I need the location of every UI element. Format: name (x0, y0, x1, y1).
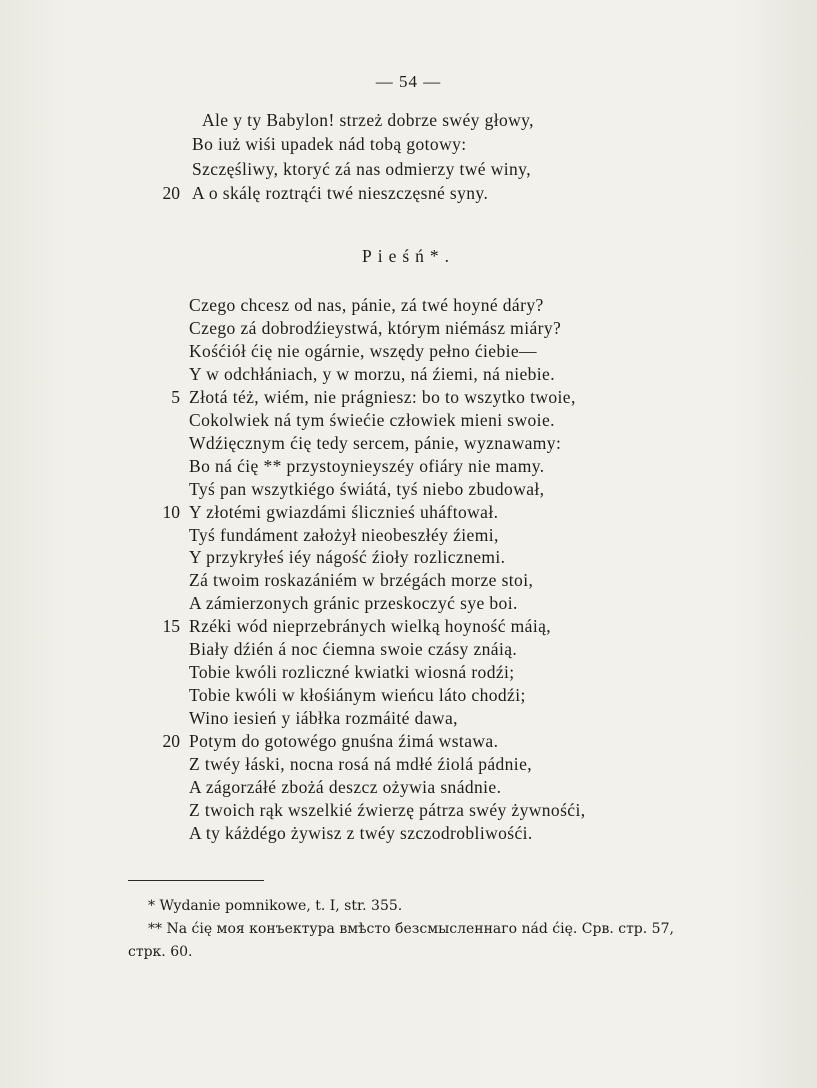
footnote-rule (128, 880, 264, 881)
poem-line: Y w odchłániach, y w morzu, ná źiemi, ná niebie. (189, 363, 556, 384)
poem-line: Tobie kwóli rozliczné kwiatki wiosná rodźi; (189, 662, 515, 683)
poem-line: Wdźięcznym ćię tedy sercem, pánie, wyznawamy: (189, 432, 562, 453)
line-number: 5 (171, 386, 180, 407)
line-number: 20 (162, 182, 180, 203)
footnote-2-line2: стрк. 60. (128, 944, 193, 960)
poem-title: Pieśń*. (361, 246, 456, 266)
poem-line: A zámierzonych gránic przeskoczyć sye boi. (189, 593, 518, 614)
line-number: 20 (162, 731, 180, 752)
line-number: 10 (162, 501, 180, 522)
poem-line: Tyś pan wszytkiégo świátá, tyś niebo zbudował, (189, 478, 545, 499)
page-number: — 54 — (375, 72, 442, 91)
poem-line: Y przykryłeś iéy nágość źioły rozlicznemi. (189, 547, 506, 568)
poem-line: Z twoich rąk wszelkié źwierzę pátrza swéy żywnośći, (189, 799, 586, 820)
poem-line: Potym do gotowégo gnuśna źimá wstawa. (189, 731, 499, 752)
poem-line: Zá twoim roskazániém w brzégách morze stoi, (189, 570, 534, 591)
poem-line: Bo iuż wiśi upadek nád tobą gotowy: (192, 134, 467, 155)
poem-line: Cokolwiek ná tym świećie człowiek mieni swoie. (189, 409, 555, 430)
poem-line: Z twéy łáski, nocna rosá ná mdłé źiolá pádnie, (189, 754, 533, 774)
poem-line: Tobie kwóli w kłośiánym wieńcu láto chodźi; (189, 685, 526, 706)
poem-line: A ty káżdégo żywisz z twéy szczodrobliwośći. (189, 822, 533, 843)
poem-line: Kośćiół ćię nie ogárnie, wszędy pełno ćiebie— (189, 340, 537, 361)
footnote-2-line1: ** Na ćię моя конъектура вмѣсто безсмысленнаго nád ćię. Срв. стр. 57, (148, 921, 674, 937)
poem-line: Ale y ty Babylon! strzeż dobrze swéy głowy, (202, 110, 534, 130)
line-number: 15 (162, 616, 180, 637)
poem-line: Wino iesień y iábłka rozmáité dawa, (189, 708, 458, 729)
poem-line: Złotá téż, wiém, nie prágniesz: bo to wszytko twoie, (189, 386, 576, 407)
poem-line: Y złotémi gwiazdámi ślicznieś uháftował. (189, 501, 499, 522)
poem-line: Czego zá dobrodźieystwá, którym niémász miáry? (189, 317, 562, 338)
poem-line: Szczęśliwy, ktoryć zá nas odmierzy twé winy, (192, 158, 531, 179)
poem-line: A o skálę roztrąći twé nieszczęsné syny. (192, 182, 489, 203)
poem-line: Rzéki wód nieprzebránych wielką hoyność máią, (189, 616, 552, 637)
footnote-1: * Wydanie pomnikowe, t. I, str. 355. (148, 898, 403, 914)
poem-line: Bo ná ćię ** przystoynieyszéy ofiáry nie mamy. (189, 455, 545, 476)
poem-line: Czego chcesz od nas, pánie, zá twé hoyné dáry? (189, 295, 544, 315)
poem-line: Tyś fundáment założył nieobeszłéy źiemi, (189, 524, 499, 545)
poem-line: A zágorzáłé zbożá deszcz ożywia snádnie. (189, 776, 502, 797)
poem-line: Biały dźién á noc ćiemna swoie czásy znáią. (189, 639, 518, 660)
